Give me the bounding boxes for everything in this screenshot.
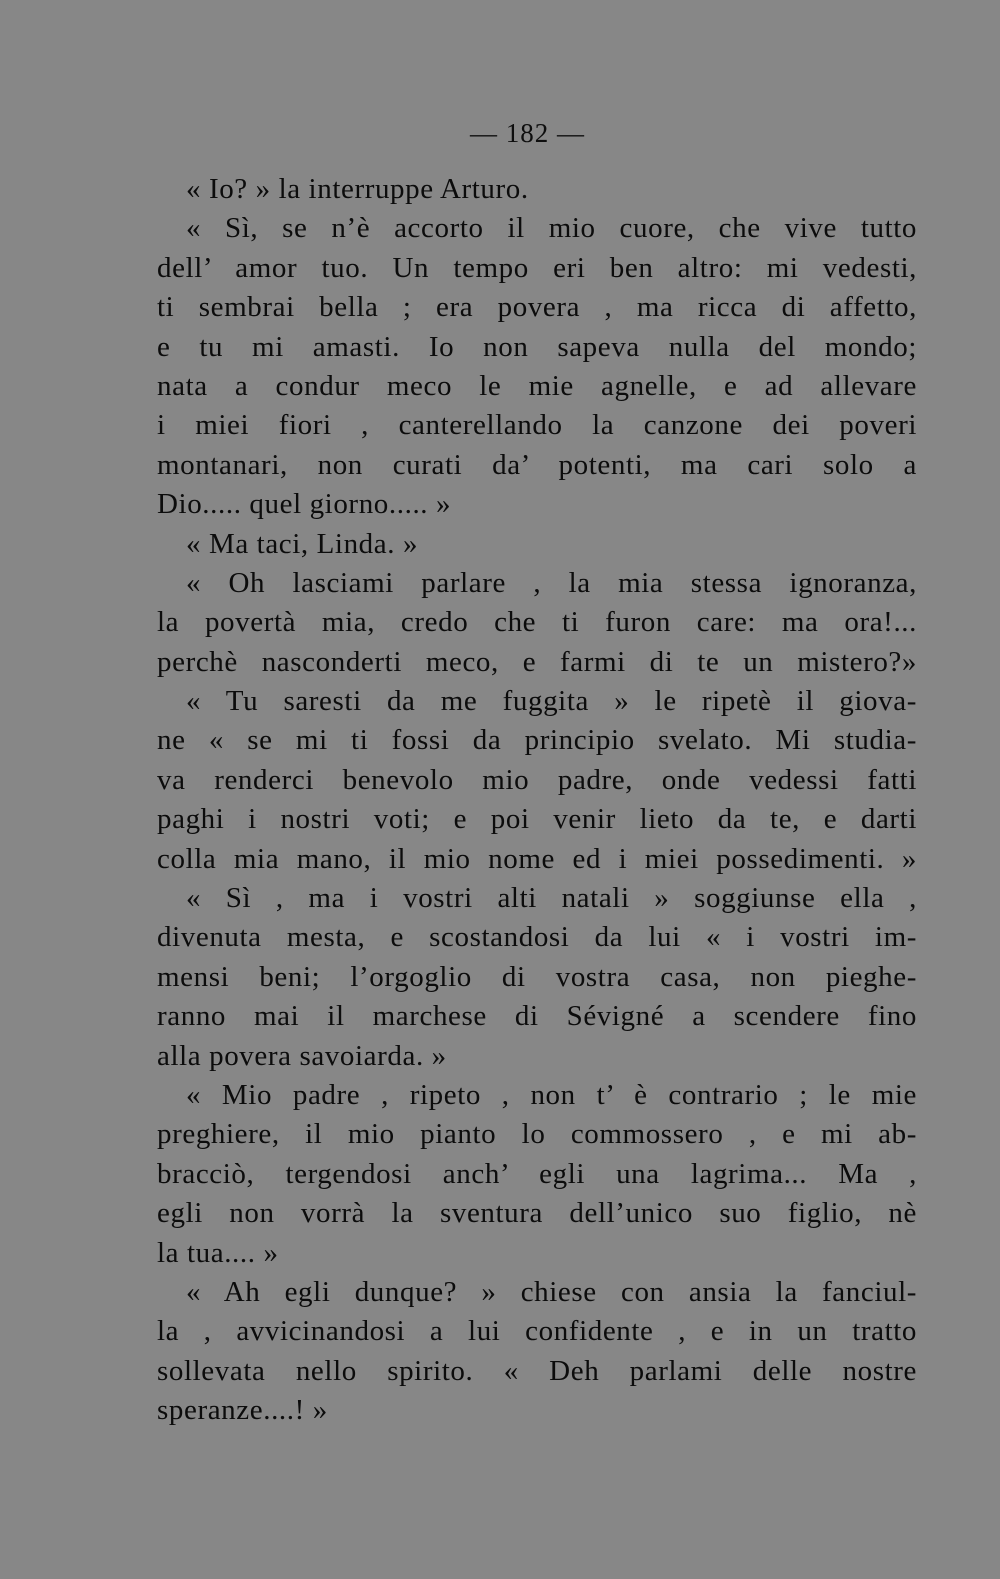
text-line: la , avvicinandosi a lui confidente , e in un tratto: [157, 1315, 917, 1348]
text-line: la povertà mia, credo che ti furon care: ma ora!...: [157, 606, 917, 639]
text-line: ranno mai il marchese di Sévigné a scendere fino: [157, 1000, 917, 1033]
text-line: paghi i nostri voti; e poi venir lieto da te, e darti: [157, 803, 917, 836]
text-line: « Mio padre , ripeto , non t’ è contrario ; le mie: [186, 1078, 917, 1111]
text-line: perchè nasconderti meco, e farmi di te un mistero?»: [157, 645, 917, 678]
text-line: i miei fiori , canterellando la canzone dei poveri: [157, 409, 917, 442]
text-line: la tua.... »: [157, 1236, 279, 1269]
text-line: speranze....! »: [157, 1394, 328, 1427]
text-line: sollevata nello spirito. « Deh parlami delle nostre: [157, 1354, 917, 1387]
text-line: e tu mi amasti. Io non sapeva nulla del mondo;: [157, 330, 917, 363]
text-line: ti sembrai bella ; era povera , ma ricca di affetto,: [157, 291, 917, 324]
text-line: va renderci benevolo mio padre, onde vedessi fatti: [157, 763, 917, 796]
page-number: — 182 —: [470, 118, 585, 148]
text-line: « Sì , ma i vostri alti natali » soggiunse ella ,: [186, 882, 917, 915]
text-line: « Sì, se n’è accorto il mio cuore, che vive tutto: [186, 212, 917, 245]
text-line: egli non vorrà la sventura dell’unico suo figlio, nè: [157, 1197, 917, 1230]
text-line: « Io? » la interruppe Arturo.: [186, 173, 529, 205]
text-line: « Ah egli dunque? » chiese con ansia la fanciul-: [186, 1275, 917, 1308]
text-line: colla mia mano, il mio nome ed i miei possedimenti. »: [157, 842, 917, 875]
text-line: « Tu saresti da me fuggita » le ripetè il giova-: [186, 685, 917, 718]
text-line: nata a condur meco le mie agnelle, e ad allevare: [157, 369, 917, 402]
text-line: alla povera savoiarda. »: [157, 1039, 447, 1072]
text-line: « Oh lasciami parlare , la mia stessa ignoranza,: [186, 566, 917, 599]
text-line: bracciò, tergendosi anch’ egli una lagrima... Ma ,: [157, 1157, 917, 1190]
text-line: ne « se mi ti fossi da principio svelato. Mi studia-: [157, 724, 917, 757]
body-text: [157, 170, 917, 1431]
text-line: preghiere, il mio pianto lo commossero , e mi ab-: [157, 1118, 917, 1151]
text-line: mensi beni; l’orgoglio di vostra casa, non pieghe-: [157, 960, 917, 993]
text-line: dell’ amor tuo. Un tempo eri ben altro: mi vedesti,: [157, 251, 917, 284]
text-line: « Ma taci, Linda. »: [186, 527, 419, 560]
text-line: Dio..... quel giorno..... »: [157, 488, 452, 521]
text-line: divenuta mesta, e scostandosi da lui « i vostri im-: [157, 921, 917, 954]
text-line: montanari, non curati da’ potenti, ma cari solo a: [157, 448, 917, 481]
